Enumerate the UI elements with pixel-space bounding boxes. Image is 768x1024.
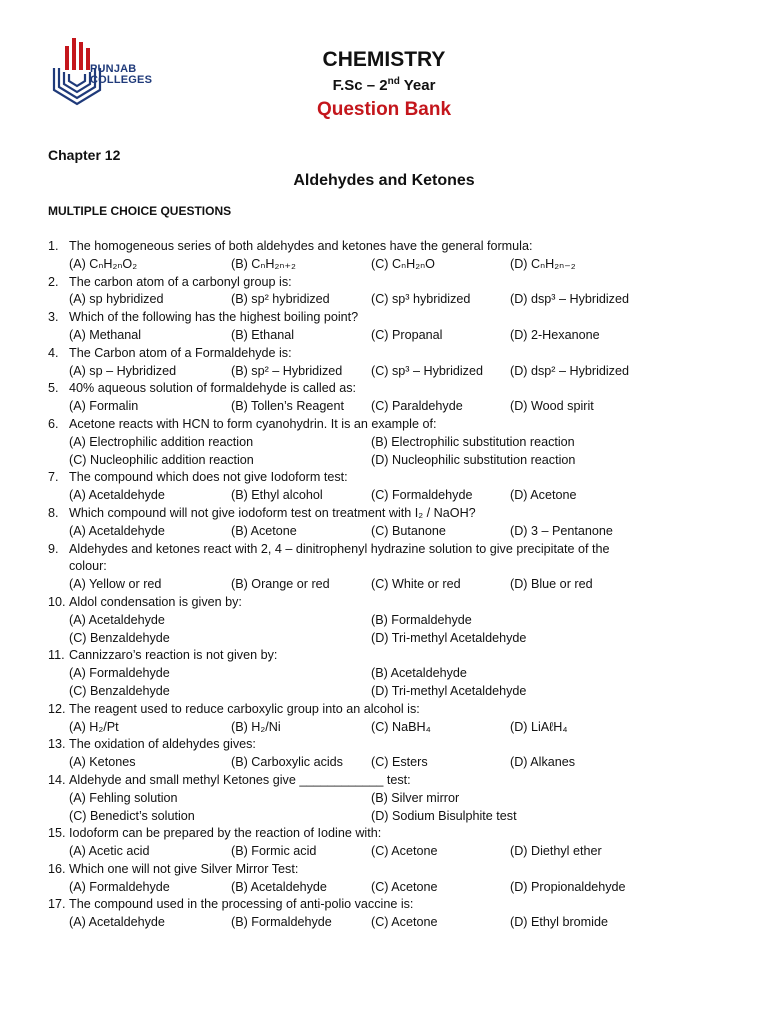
answer-option: (D) Tri-methyl Acetaldehyde: [371, 630, 527, 645]
answer-option: (C) Nucleophilic addition reaction: [69, 452, 254, 467]
answer-option: (B) CₙH₂ₙ₊₂: [231, 256, 296, 271]
answer-option: (D) 2-Hexanone: [510, 327, 600, 342]
question-item: [48, 772, 728, 825]
answer-option: (B) H₂/Ni: [231, 719, 281, 734]
question-number: 5.: [48, 381, 59, 396]
answer-option: (D) Wood spirit: [510, 399, 594, 414]
answer-option: (B) Ethyl alcohol: [231, 488, 323, 503]
answer-option: (C) Acetone: [371, 879, 438, 894]
question-line: [48, 274, 728, 292]
class-superscript: nd: [387, 76, 400, 87]
answer-option: (A) sp hybridized: [69, 292, 164, 307]
question-text: The carbon atom of a carbonyl group is:: [69, 274, 292, 289]
question-list: [48, 238, 728, 932]
options-row: [48, 843, 728, 861]
question-number: 16.: [48, 861, 66, 876]
answer-option: (B) Carboxylic acids: [231, 755, 343, 770]
answer-option: (D) Sodium Bisulphite test: [371, 808, 517, 823]
question-item: [48, 825, 728, 861]
question-item: [48, 505, 728, 541]
answer-option: (C) White or red: [371, 577, 461, 592]
question-number: 4.: [48, 345, 59, 360]
question-number: 2.: [48, 274, 59, 289]
answer-option: (D) dsp³ – Hybridized: [510, 292, 629, 307]
question-text: Acetone reacts with HCN to form cyanohydrin. It is an example of:: [69, 416, 437, 431]
answer-option: (C) Benzaldehyde: [69, 630, 170, 645]
question-bank-title: Question Bank: [316, 99, 452, 120]
options-row: [48, 665, 728, 683]
options-row: [48, 256, 728, 274]
question-text: Which compound will not give iodoform test on treatment with I₂ / NaOH?: [69, 505, 476, 520]
answer-option: (B) Silver mirror: [371, 790, 460, 805]
question-text: The Carbon atom of a Formaldehyde is:: [69, 345, 292, 360]
question-line: [48, 594, 728, 612]
question-item: [48, 896, 728, 932]
question-line: [48, 825, 728, 843]
question-number: 11.: [48, 648, 65, 663]
question-line: [48, 238, 728, 256]
options-row: [48, 327, 728, 345]
question-item: [48, 469, 728, 505]
options-row: [48, 879, 728, 897]
answer-option: (B) Formic acid: [231, 844, 317, 859]
options-row: [48, 363, 728, 381]
question-line: [48, 345, 728, 363]
question-item: [48, 736, 728, 772]
question-number: 7.: [48, 470, 59, 485]
logo-line-1: PUNJAB: [90, 63, 137, 75]
question-line: [48, 896, 728, 914]
question-line: [48, 701, 728, 719]
question-item: [48, 541, 728, 594]
answer-option: (B) sp² – Hybridized: [231, 363, 343, 378]
answer-option: (C) Paraldehyde: [371, 399, 463, 414]
question-line: [48, 647, 728, 665]
question-number: 1.: [48, 239, 59, 253]
options-row: [48, 719, 728, 737]
answer-option: (A) Ketones: [69, 755, 136, 770]
answer-option: (A) Acetaldehyde: [69, 523, 165, 538]
question-item: [48, 238, 728, 274]
question-number: 10.: [48, 594, 66, 609]
question-line: [48, 861, 728, 879]
answer-option: (A) Electrophilic addition reaction: [69, 434, 254, 449]
answer-option: (D) 3 – Pentanone: [510, 523, 613, 538]
question-item: [48, 380, 728, 416]
question-text: Aldehyde and small methyl Ketones give ____________ test:: [69, 772, 411, 787]
question-number: 14.: [48, 772, 66, 787]
answer-option: (B) Orange or red: [231, 577, 330, 592]
answer-option: (C) Benzaldehyde: [69, 683, 170, 698]
question-line: [48, 772, 728, 790]
question-text: Which one will not give Silver Mirror Test:: [69, 861, 299, 876]
options-row: [48, 683, 728, 701]
options-row: [48, 576, 728, 594]
question-line: [48, 505, 728, 523]
answer-option: (C) Acetone: [371, 844, 438, 859]
answer-option: (B) Formaldehyde: [371, 612, 472, 627]
answer-option: (A) Yellow or red: [69, 577, 162, 592]
answer-option: (D) Propionaldehyde: [510, 879, 626, 894]
answer-option: (B) Ethanal: [231, 327, 294, 342]
answer-option: (C) Esters: [371, 755, 428, 770]
answer-option: (A) Formalin: [69, 399, 139, 414]
answer-option: (D) dsp² – Hybridized: [510, 363, 629, 378]
class-suffix: Year: [399, 77, 436, 94]
answer-option: (C) CₙH₂ₙO: [371, 256, 435, 271]
options-row: [48, 754, 728, 772]
answer-option: (A) CₙH₂ₙO₂: [69, 256, 138, 271]
answer-option: (A) sp – Hybridized: [69, 363, 177, 378]
question-item: [48, 861, 728, 897]
options-row: [48, 808, 728, 826]
question-item: [48, 594, 728, 647]
question-item: [48, 345, 728, 381]
answer-option: (A) Acetaldehyde: [69, 612, 165, 627]
question-number: 15.: [48, 826, 66, 841]
question-item: [48, 416, 728, 469]
options-row: [48, 452, 728, 470]
answer-option: (D) Diethyl ether: [510, 844, 602, 859]
options-row: [48, 398, 728, 416]
options-row: [48, 612, 728, 630]
chapter-title: Aldehydes and Ketones: [293, 172, 475, 189]
answer-option: (D) Blue or red: [510, 577, 593, 592]
answer-option: (D) LiAℓH₄: [510, 719, 568, 734]
options-row: [48, 630, 728, 648]
answer-option: (B) Acetaldehyde: [371, 666, 467, 681]
question-number: 17.: [48, 897, 66, 912]
question-number: 6.: [48, 416, 59, 431]
answer-option: (A) Fehling solution: [69, 790, 178, 805]
question-line: [48, 469, 728, 487]
question-text: The compound used in the processing of anti-polio vaccine is:: [69, 897, 414, 912]
question-number: 3.: [48, 310, 59, 325]
section-heading: MULTIPLE CHOICE QUESTIONS: [48, 204, 232, 218]
answer-option: (C) Acetone: [371, 915, 438, 930]
answer-option: (B) Tollen’s Reagent: [231, 399, 344, 414]
options-row: [48, 790, 728, 808]
question-text: Cannizzaro’s reaction is not given by:: [69, 648, 278, 663]
question-text: The compound which does not give Iodoform test:: [69, 470, 348, 485]
answer-option: (A) Acetaldehyde: [69, 915, 165, 930]
answer-option: (D) Alkanes: [510, 755, 576, 770]
answer-option: (A) Acetic acid: [69, 844, 150, 859]
options-row: [48, 523, 728, 541]
answer-option: (C) sp³ hybridized: [371, 292, 471, 307]
question-text: 40% aqueous solution of formaldehyde is called as:: [69, 381, 357, 396]
answer-option: (D) Ethyl bromide: [510, 915, 608, 930]
question-item: [48, 309, 728, 345]
subject-title: CHEMISTRY: [322, 48, 446, 71]
answer-option: (B) Acetaldehyde: [231, 879, 327, 894]
answer-option: (C) NaBH₄: [371, 719, 431, 734]
chapter-label: Chapter 12: [48, 147, 121, 163]
answer-option: (C) sp³ – Hybridized: [371, 363, 483, 378]
answer-option: (C) Butanone: [371, 523, 446, 538]
question-number: 13.: [48, 737, 66, 752]
question-text: Aldol condensation is given by:: [69, 594, 242, 609]
options-row: [48, 434, 728, 452]
answer-option: (D) Tri-methyl Acetaldehyde: [371, 683, 527, 698]
answer-option: (D) CₙH₂ₙ₋₂: [510, 256, 576, 271]
question-item: [48, 701, 728, 737]
question-line: [48, 541, 728, 559]
question-text: The homogeneous series of both aldehydes and ketones have the general formula:: [69, 239, 533, 253]
answer-option: (C) Benedict’s solution: [69, 808, 195, 823]
class-prefix: F.Sc – 2: [332, 77, 388, 94]
logo-line-2: COLLEGES: [90, 74, 153, 86]
question-line: [48, 380, 728, 398]
answer-option: (A) H₂/Pt: [69, 719, 119, 734]
class-title: [0, 76, 768, 94]
answer-option: (B) Electrophilic substitution reaction: [371, 434, 575, 449]
question-text: Aldehydes and ketones react with 2, 4 – dinitrophenyl hydrazine solution to give precipitate of the: [69, 541, 610, 556]
question-text: Which of the following has the highest boiling point?: [69, 310, 359, 325]
question-line: [48, 309, 728, 327]
options-row: [48, 487, 728, 505]
question-text: The oxidation of aldehydes gives:: [69, 737, 256, 752]
question-number: 9.: [48, 541, 59, 556]
answer-option: (A) Methanal: [69, 327, 142, 342]
question-number: 12.: [48, 701, 66, 716]
question-item: [48, 274, 728, 310]
question-line: [48, 416, 728, 434]
question-line: [48, 736, 728, 754]
options-row: [48, 291, 728, 309]
answer-option: (B) Formaldehyde: [231, 915, 332, 930]
answer-option: (D) Acetone: [510, 488, 577, 503]
answer-option: (C) Propanal: [371, 327, 443, 342]
answer-option: (A) Formaldehyde: [69, 666, 170, 681]
question-text: The reagent used to reduce carboxylic group into an alcohol is:: [69, 701, 420, 716]
answer-option: (B) sp² hybridized: [231, 292, 330, 307]
answer-option: (B) Acetone: [231, 523, 297, 538]
answer-option: (C) Formaldehyde: [371, 488, 473, 503]
answer-option: (A) Formaldehyde: [69, 879, 170, 894]
answer-option: (A) Acetaldehyde: [69, 488, 165, 503]
question-text: Iodoform can be prepared by the reaction of Iodine with:: [69, 826, 382, 841]
answer-option: (D) Nucleophilic substitution reaction: [371, 452, 576, 467]
question-item: [48, 647, 728, 700]
question-text-continued: colour:: [69, 559, 107, 574]
options-row: [48, 914, 728, 932]
question-number: 8.: [48, 505, 59, 520]
